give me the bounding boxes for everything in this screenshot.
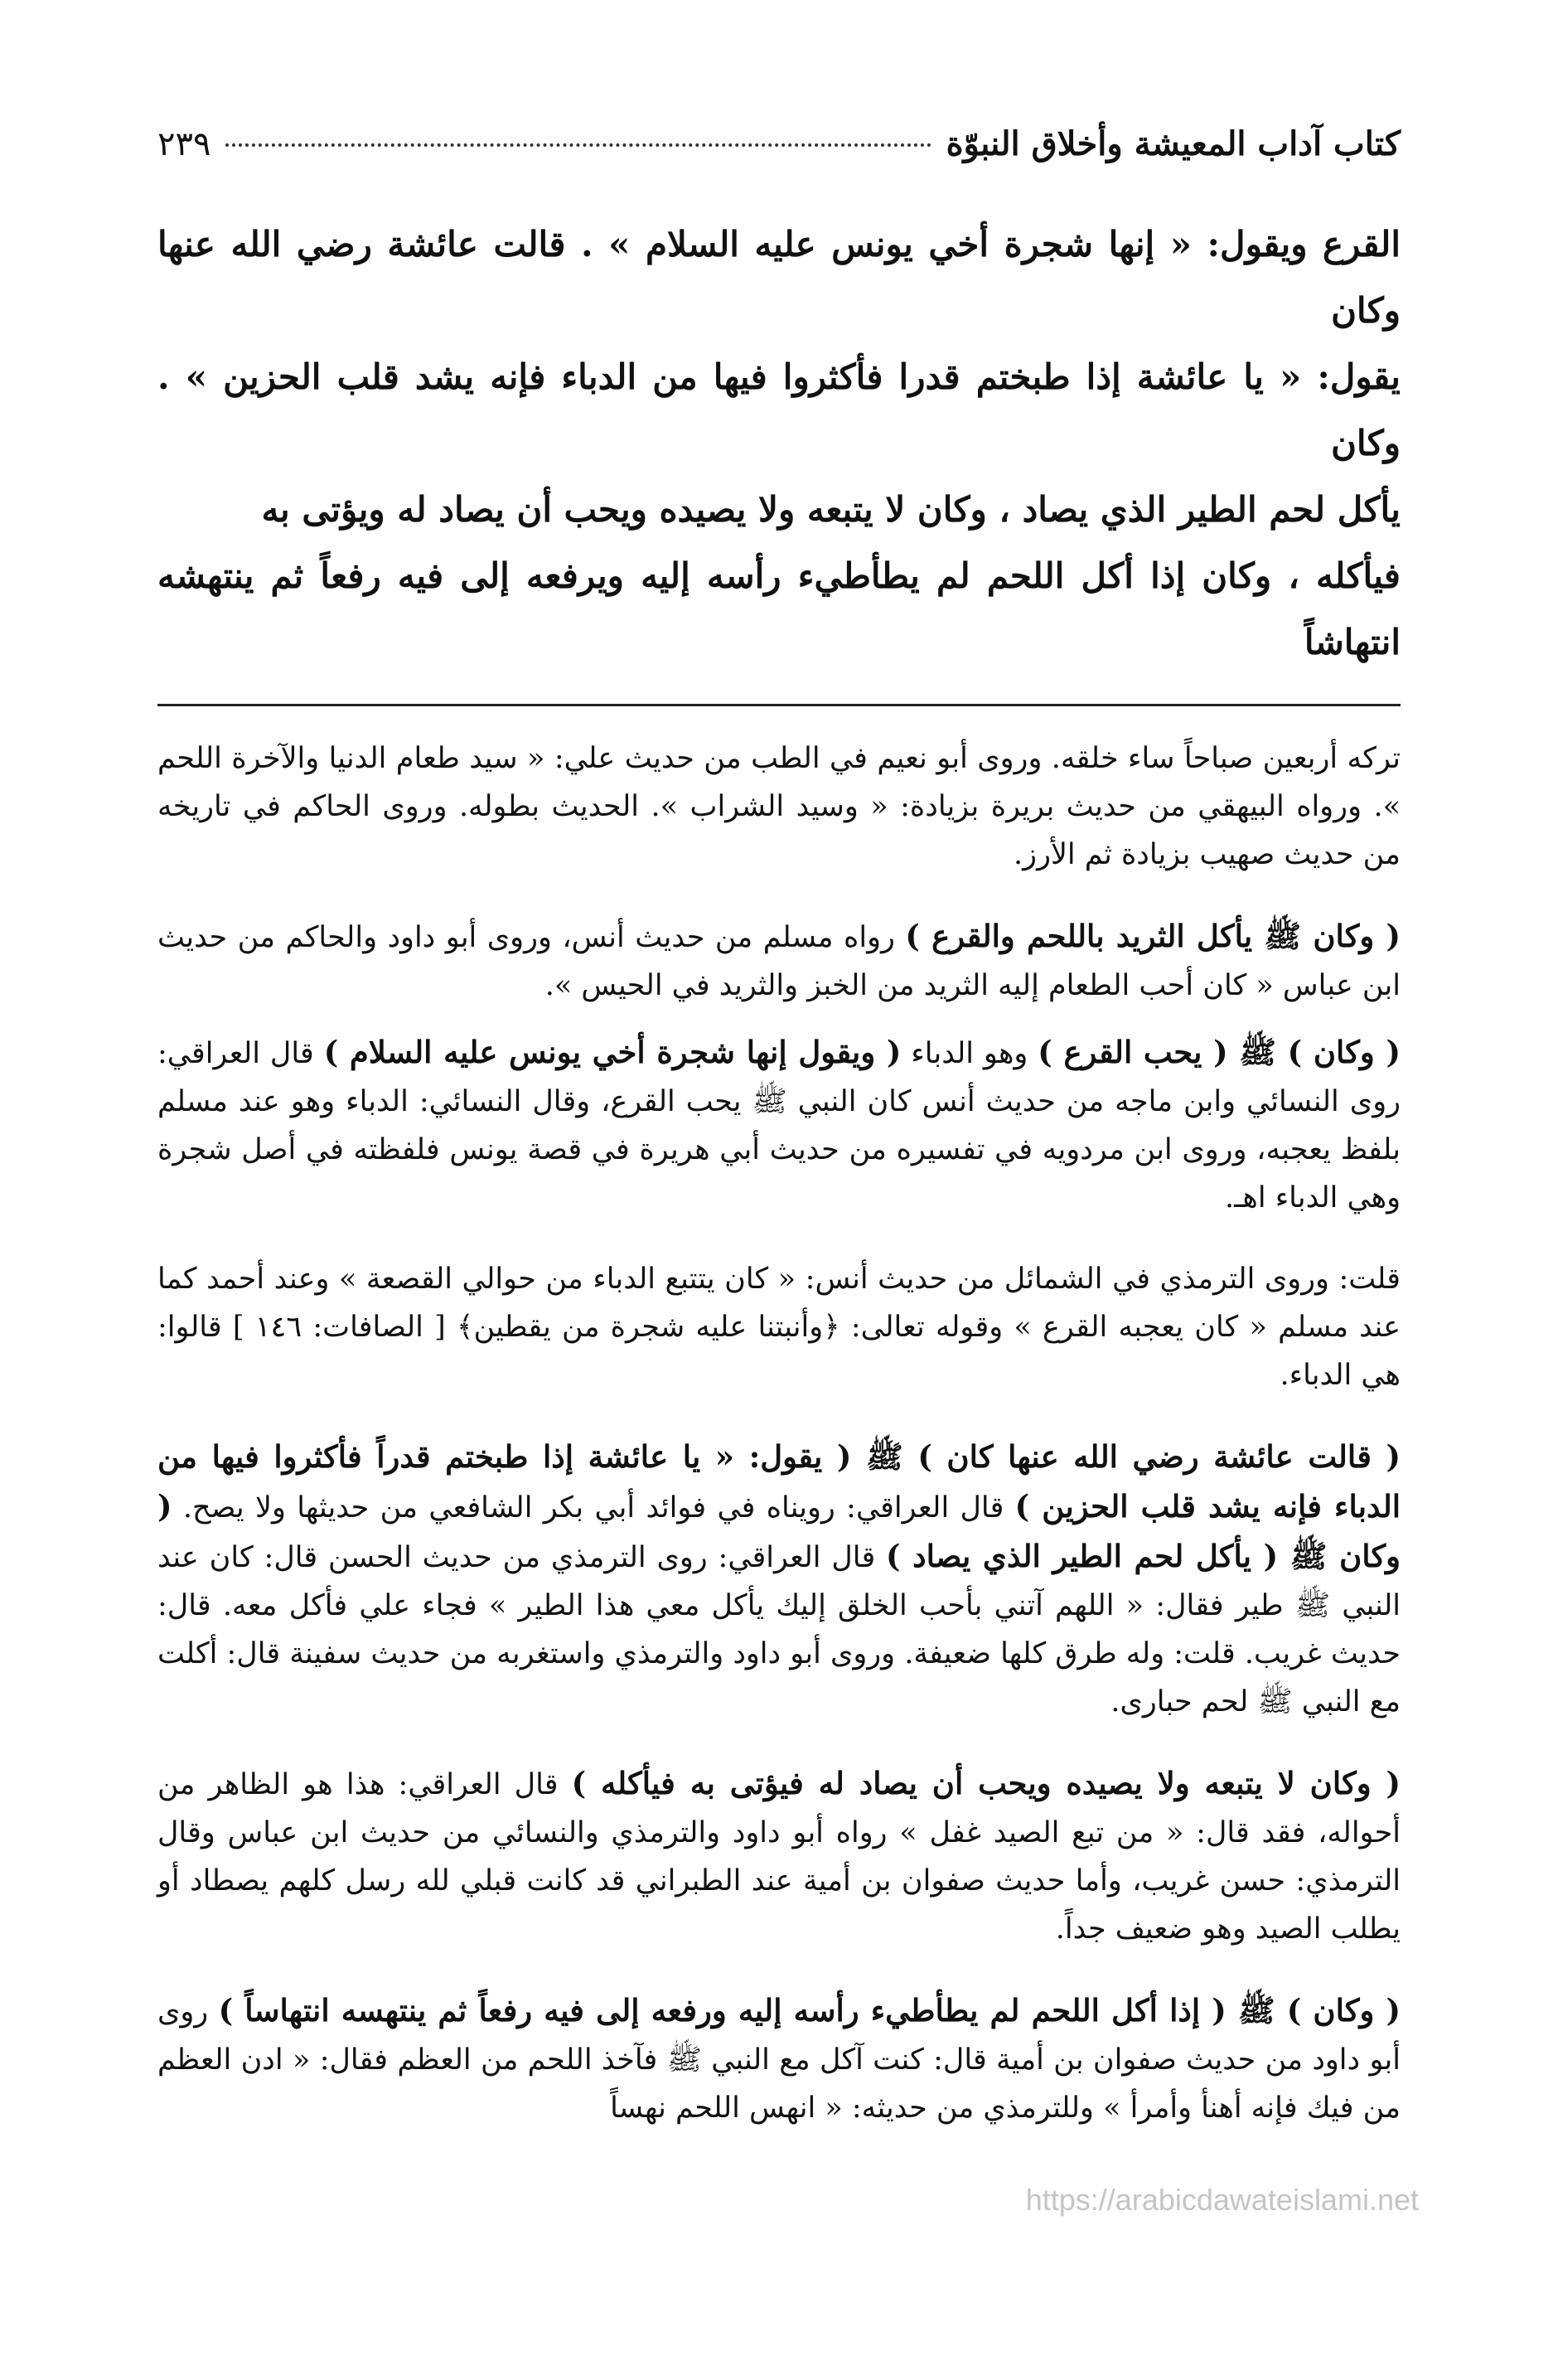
commentary-text: قال العراقي: رويناه في فوائد أبي بكر الشافعي من حديثها ولا يصح. [172, 1491, 1015, 1524]
commentary-text: روى أبو داود من حديث صفوان بن أمية قال: كنت آكل مع النبي ﷺ فآخذ اللحم من العظم فقال: « ادن العظم من فيك فإنه أهنأ وأمرأ » وللترمذي من حديثه: « انهس اللحم نهساً [157, 1995, 1401, 2125]
commentary-section [157, 734, 1401, 2132]
matn-quote: ( وكان ) ﷺ ( يحب القرع ) [1038, 1034, 1401, 1070]
watermark-url: https://arabicdawateislami.net [1025, 2183, 1419, 2217]
commentary-paragraph [157, 1432, 1401, 1726]
commentary-text: قال العراقي: روى النسائي وابن ماجه من حديث أنس كان النبي ﷺ يحب القرع، وقال النسائي: الدباء وهو عند مسلم بلفظ يعجبه، وروى ابن مردويه في تفسيره من حديث أبي هريرة في قصة يونس فلفظته في أصل شجرة وهي الدباء اهـ. [157, 1037, 1401, 1214]
commentary-paragraph [157, 1255, 1401, 1399]
book-page [157, 124, 1401, 2150]
commentary-text: قال العراقي: هذا هو الظاهر من أحواله، فقد قال: « من تبع الصيد غفل » رواه أبو داود والترمذي والنسائي من حديث ابن عباس وقال الترمذي: حسن غريب، وأما حديث صفوان بن أمية عند الطبراني قد كانت قبلي لله رسل كلهم يصطاد أو يطلب الصيد وهو ضعيف جداً. [157, 1768, 1401, 1946]
commentary-text: رواه مسلم من حديث أنس، وروى أبو داود والحاكم من حديث ابن عباس « كان أحب الطعام إليه الثريد من الخبز والثريد في الحيس ». [157, 921, 1401, 1002]
main-text [157, 211, 1401, 676]
header-dot-leader [225, 143, 931, 147]
main-text-line: فيأكله ، وكان إذا أكل اللحم لم يطأطيء رأسه إليه ويرفعه إلى فيه رفعاً ثم ينتهشه انتهاشاً [157, 555, 1401, 662]
commentary-text: قال العراقي: روى الترمذي من حديث الحسن قال: كان عند النبي ﷺ طير فقال: « اللهم آتني بأحب الخلق إليك يأكل معي هذا الطير » فجاء علي فأكل معه. قال: حديث غريب. قلت: وله طرق كلها ضعيفة. وروى أبو داود والترمذي واستغربه من حديث سفينة قال: أكلت مع النبي ﷺ لحم حبارى. [157, 1541, 1401, 1718]
commentary-paragraph [157, 734, 1401, 879]
commentary-text: قلت: وروى الترمذي في الشمائل من حديث أنس: « كان يتتبع الدباء من حوالي القصعة » وعند أحمد كما عند مسلم « كان يعجبه القرع » وقوله تعالى: ﴿وأنبتنا عليه شجرة من يقطين﴾ [ الصافات: ١٤٦ ] قالوا: هي الدباء. [157, 1263, 1401, 1392]
commentary-paragraph [157, 1759, 1401, 1953]
main-text-line: يقول: « يا عائشة إذا طبختم قدرا فأكثروا فيها من الدباء فإنه يشد قلب الحزين » . وكان [157, 356, 1401, 463]
commentary-text: تركه أربعين صباحاً ساء خلقه. وروى أبو نعيم في الطب من حديث علي: « سيد طعام الدنيا والآخرة اللحم ». ورواه البيهقي من حديث بريرة بزيادة: « وسيد الشراب ». الحديث بطوله. وروى الحاكم في تاريخه من حديث صهيب بزيادة ثم الأرز. [157, 742, 1401, 871]
matn-quote: ( قالت عائشة رضي الله عنها كان ) ﷺ ( يقول: « يا عائشة إذا طبختم قدراً فأكثروا فيها من الدباء فإنه يشد قلب الحزين ) [157, 1438, 1401, 1524]
commentary-paragraph [157, 1028, 1401, 1222]
running-header [157, 124, 1401, 163]
matn-quote: ( وكان لا يتبعه ولا يصيده ويحب أن يصاد له فيؤتى به فيأكله ) [571, 1765, 1401, 1801]
matn-quote: ( وكان ) ﷺ ( إذا أكل اللحم لم يطأطيء رأسه إليه ورفعه إلى فيه رفعاً ثم ينتهسه انتهاساً ) [218, 1992, 1401, 2029]
matn-quote: ( ويقول إنها شجرة أخي يونس عليه السلام ) [323, 1034, 902, 1070]
page-number: ٢٣٩ [157, 125, 211, 163]
book-title: كتاب آداب المعيشة وأخلاق النبوّة [946, 124, 1401, 163]
commentary-paragraph [157, 1986, 1401, 2132]
commentary-paragraph [157, 912, 1401, 1010]
main-text-line: يأكل لحم الطير الذي يصاد ، وكان لا يتبعه ولا يصيده ويحب أن يصاد له ويؤتى به [261, 489, 1401, 530]
matn-quote: ( وكان ﷺ يأكل الثريد باللحم والقرع ) [905, 918, 1401, 954]
commentary-text: وهو الدباء [901, 1037, 1038, 1070]
matn-quote: ( وكان ﷺ ( يأكل لحم الطير الذي يصاد ) [157, 1488, 1401, 1574]
main-text-line: القرع ويقول: « إنها شجرة أخي يونس عليه السلام » . قالت عائشة رضي الله عنها وكان [157, 224, 1401, 331]
footnote-separator [157, 704, 1401, 706]
